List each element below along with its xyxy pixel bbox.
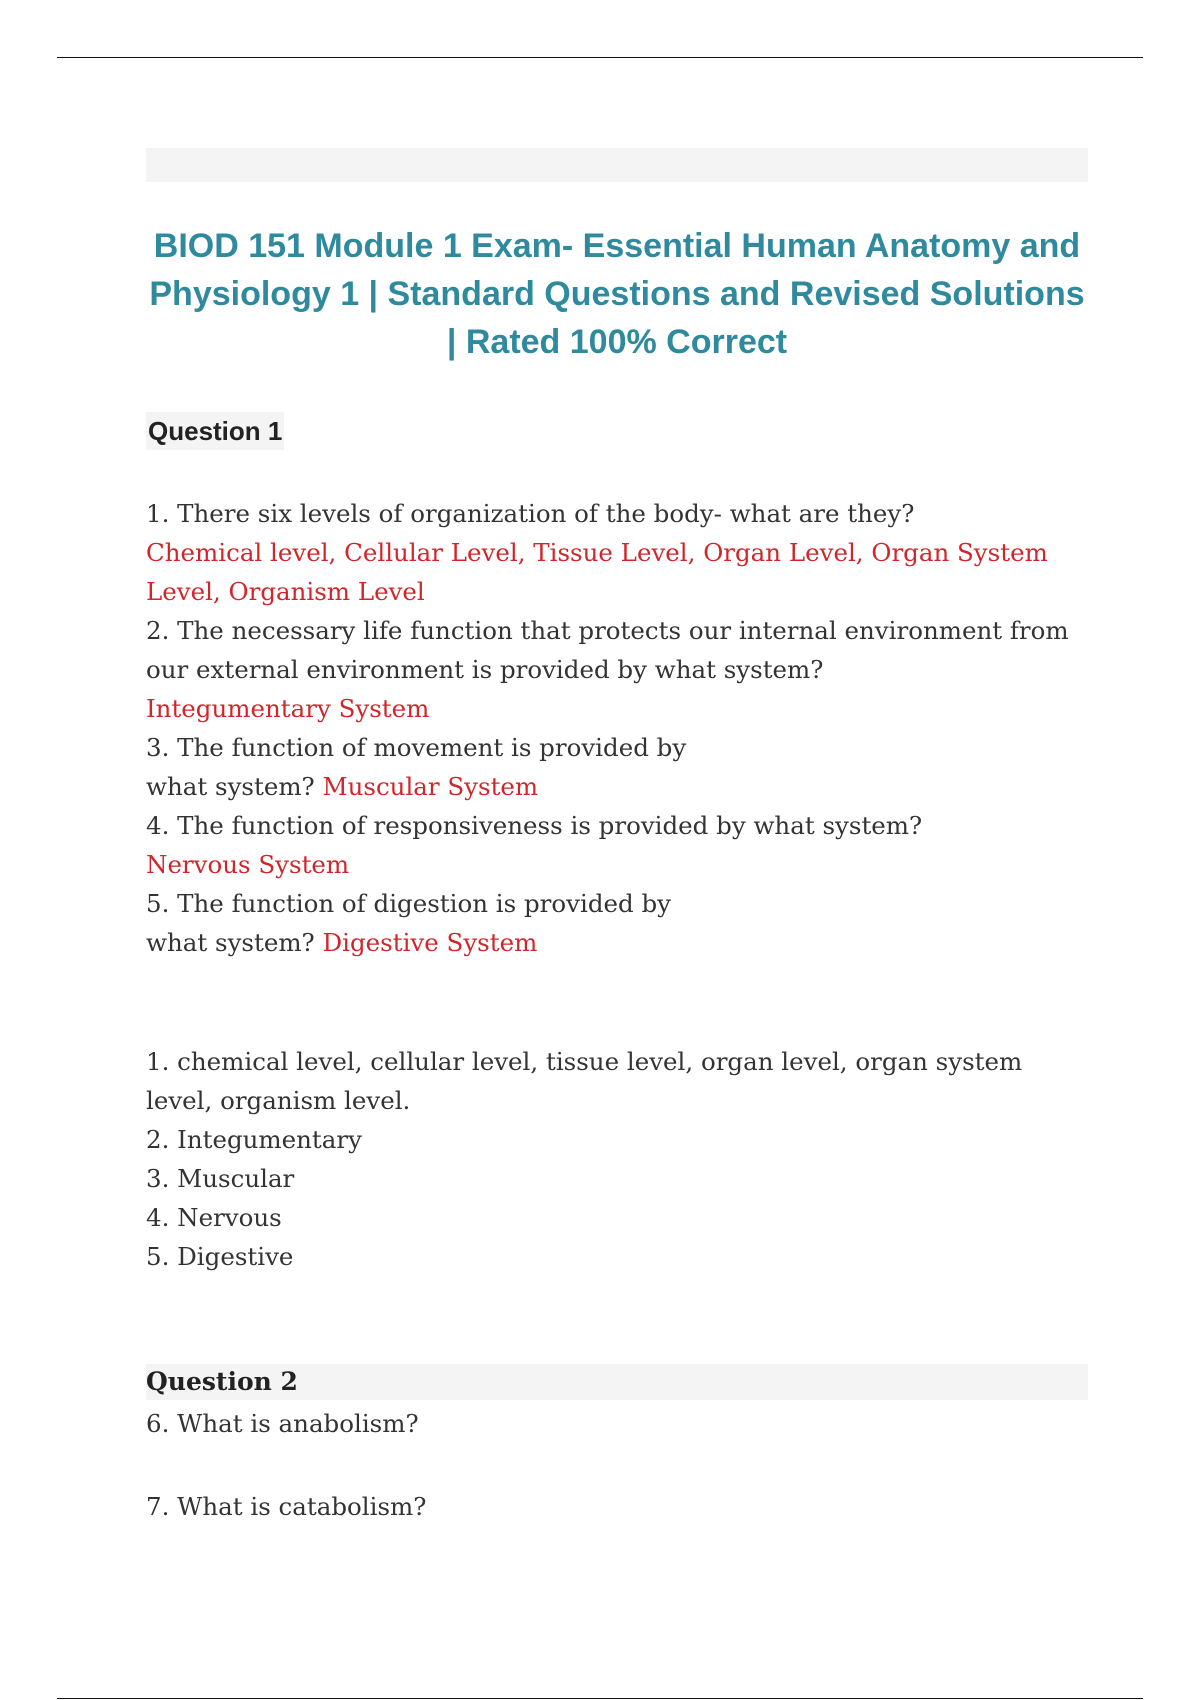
question-answer: Integumentary System [146, 694, 430, 723]
question-item [146, 806, 1088, 884]
question-prompt: 2. The necessary life function that protects our internal environment from our external environment is provided by what system? [146, 616, 1069, 684]
question-answer: Muscular System [322, 772, 539, 801]
header-band [146, 148, 1088, 182]
footer-rule [57, 1698, 1143, 1699]
summary-item: 4. Nervous [146, 1203, 282, 1232]
question-2-heading: Question 2 [146, 1364, 1088, 1400]
question-item: 6. What is anabolism? [146, 1409, 419, 1438]
header-rule [57, 57, 1143, 58]
question-item [146, 728, 706, 806]
document-title: BIOD 151 Module 1 Exam- Essential Human Anatomy and Physiology 1 | Standard Questions and Revised Solutions | Rated 100% Correct [149, 227, 1085, 361]
question-prompt: 5. The function of digestion is provided by what system? [146, 889, 671, 957]
summary-item: 3. Muscular [146, 1164, 295, 1193]
summary-item: 1. chemical level, cellular level, tissue level, organ level, organ system level, organism level. [146, 1047, 1023, 1115]
question-item [146, 494, 1088, 611]
question-prompt: 4. The function of responsiveness is provided by what system? [146, 811, 923, 840]
question-2-list [146, 1404, 1088, 1526]
question-1-list [146, 494, 1088, 962]
question-answer: Digestive System [322, 928, 538, 957]
question-item [146, 611, 1088, 728]
summary-item: 2. Integumentary [146, 1125, 362, 1154]
question-prompt: 3. The function of movement is provided by what system? [146, 733, 687, 801]
answer-summary-list [146, 1042, 1088, 1276]
question-1-heading: Question 1 [146, 412, 284, 450]
question-item [146, 884, 706, 962]
question-item: 7. What is catabolism? [146, 1492, 427, 1521]
question-answer: Chemical level, Cellular Level, Tissue Level, Organ Level, Organ System Level, Organism Level [146, 538, 1048, 606]
question-answer: Nervous System [146, 850, 350, 879]
question-prompt: 1. There six levels of organization of the body- what are they? [146, 499, 915, 528]
summary-item: 5. Digestive [146, 1242, 294, 1271]
